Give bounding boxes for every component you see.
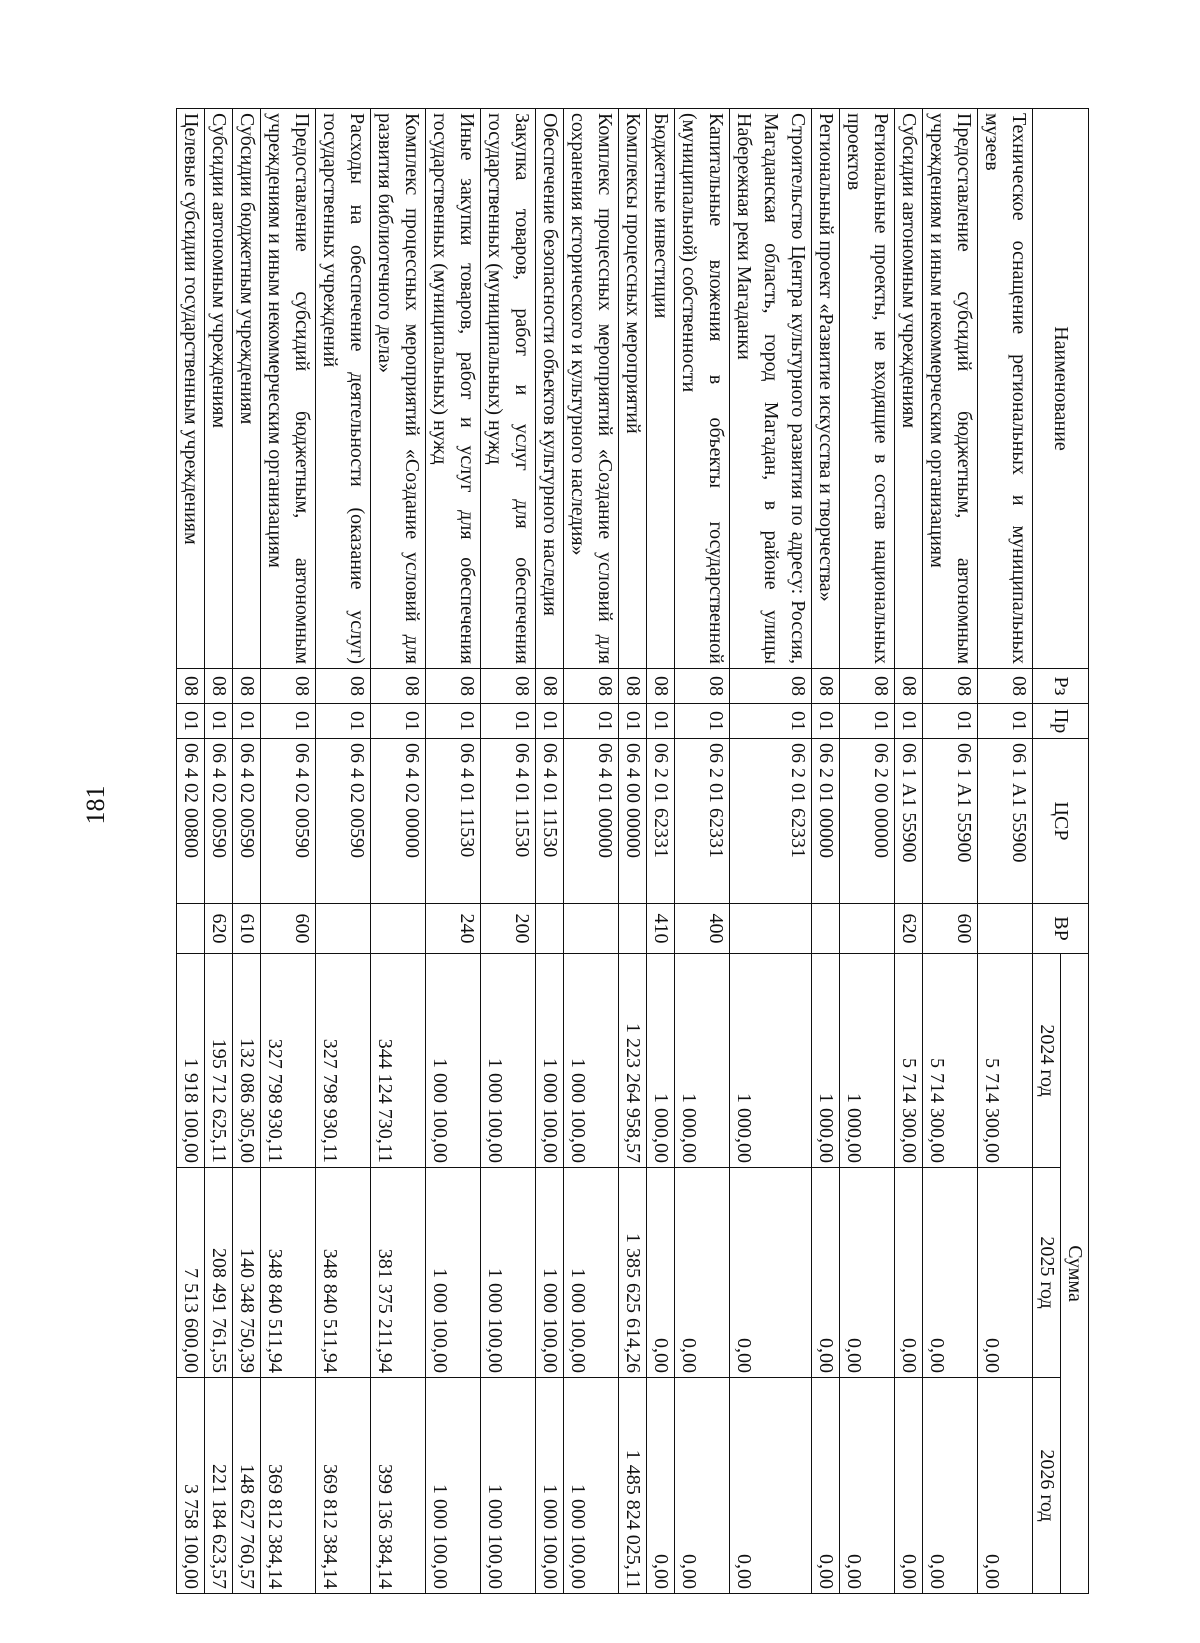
csr-cell: 06 4 02 00590: [316, 739, 371, 904]
table-row: [371, 109, 426, 1594]
csr-cell: 06 4 00 00000: [619, 739, 647, 904]
pr-cell: 01: [923, 704, 978, 739]
vr-cell: 610: [233, 904, 261, 954]
rz-cell: 08: [730, 669, 812, 704]
amount-2025-cell: 348 840 511,94: [261, 1168, 316, 1378]
csr-cell: 06 4 01 11530: [536, 739, 564, 904]
name-cell: Обеспечение безопасности объектов культурного наследия: [536, 109, 564, 669]
vr-cell: [177, 904, 205, 954]
amount-2024-cell: 1 000,00: [647, 954, 675, 1168]
csr-cell: 06 4 02 00590: [205, 739, 233, 904]
pr-cell: 01: [840, 704, 895, 739]
pr-cell: 01: [675, 704, 730, 739]
pr-cell: 01: [619, 704, 647, 739]
header-2026: 2026 год: [1033, 1378, 1061, 1594]
table-row: [895, 109, 923, 1594]
amount-2026-cell: 1 000 100,00: [481, 1378, 536, 1594]
amount-2025-cell: 348 840 511,94: [316, 1168, 371, 1378]
budget-table: [176, 108, 1089, 1594]
pr-cell: 01: [812, 704, 840, 739]
amount-2024-cell: 1 000 100,00: [536, 954, 564, 1168]
vr-cell: [564, 904, 619, 954]
amount-2026-cell: 0,00: [675, 1378, 730, 1594]
pr-cell: 01: [895, 704, 923, 739]
table-row: [233, 109, 261, 1594]
rz-cell: 08: [923, 669, 978, 704]
header-sum: Сумма: [1061, 954, 1089, 1594]
name-cell: Комплекс процессных мероприятий «Создание условий для сохранения исторического и культурного наследия»: [564, 109, 619, 669]
rz-cell: 08: [812, 669, 840, 704]
amount-2025-cell: 208 491 761,55: [205, 1168, 233, 1378]
table-row: [730, 109, 812, 1594]
header-rz: Рз: [1033, 669, 1089, 704]
amount-2025-cell: 0,00: [647, 1168, 675, 1378]
vr-cell: 600: [923, 904, 978, 954]
amount-2024-cell: 327 798 930,11: [261, 954, 316, 1168]
amount-2024-cell: 1 000,00: [675, 954, 730, 1168]
csr-cell: 06 2 01 62331: [647, 739, 675, 904]
rz-cell: 08: [840, 669, 895, 704]
amount-2024-cell: 5 714 300,00: [923, 954, 978, 1168]
pr-cell: 01: [978, 704, 1033, 739]
pr-cell: 01: [205, 704, 233, 739]
name-cell: Капитальные вложения в объекты государственной (муниципальной) собственности: [675, 109, 730, 669]
amount-2025-cell: 0,00: [978, 1168, 1033, 1378]
vr-cell: 200: [481, 904, 536, 954]
amount-2026-cell: 221 184 623,57: [205, 1378, 233, 1594]
vr-cell: [316, 904, 371, 954]
rz-cell: 08: [426, 669, 481, 704]
amount-2024-cell: 5 714 300,00: [895, 954, 923, 1168]
table-row: [316, 109, 371, 1594]
amount-2026-cell: 1 000 100,00: [564, 1378, 619, 1594]
table-row: [426, 109, 481, 1594]
name-cell: Строительство Центра культурного развития по адресу: Россия, Магаданская область, город Магадан, в районе улицы Набережная реки Магаданки: [730, 109, 812, 669]
name-cell: Комплекс процессных мероприятий «Создание условий для развития библиотечного дела»: [371, 109, 426, 669]
name-cell: Закупка товаров, работ и услуг для обеспечения государственных (муниципальных) нужд: [481, 109, 536, 669]
pr-cell: 01: [371, 704, 426, 739]
rz-cell: 08: [205, 669, 233, 704]
vr-cell: [840, 904, 895, 954]
vr-cell: 240: [426, 904, 481, 954]
rz-cell: 08: [647, 669, 675, 704]
pr-cell: 01: [426, 704, 481, 739]
vr-cell: [619, 904, 647, 954]
vr-cell: [812, 904, 840, 954]
header-2025: 2025 год: [1033, 1168, 1061, 1378]
name-cell: Комплексы процессных мероприятий: [619, 109, 647, 669]
rz-cell: 08: [261, 669, 316, 704]
csr-cell: 06 4 01 11530: [426, 739, 481, 904]
rz-cell: 08: [675, 669, 730, 704]
table-row: [840, 109, 895, 1594]
rz-cell: 08: [564, 669, 619, 704]
amount-2024-cell: 1 918 100,00: [177, 954, 205, 1168]
amount-2025-cell: 140 348 750,39: [233, 1168, 261, 1378]
table-row: [675, 109, 730, 1594]
csr-cell: 06 2 01 62331: [730, 739, 812, 904]
rz-cell: 08: [233, 669, 261, 704]
csr-cell: 06 4 01 11530: [481, 739, 536, 904]
csr-cell: 06 4 02 00000: [371, 739, 426, 904]
name-cell: Субсидии бюджетным учреждениям: [233, 109, 261, 669]
amount-2026-cell: 0,00: [895, 1378, 923, 1594]
vr-cell: 620: [205, 904, 233, 954]
pr-cell: 01: [261, 704, 316, 739]
vr-cell: 410: [647, 904, 675, 954]
header-2024: 2024 год: [1033, 954, 1061, 1168]
csr-cell: 06 2 01 00000: [812, 739, 840, 904]
table-row: [647, 109, 675, 1594]
csr-cell: 06 2 01 62331: [675, 739, 730, 904]
rz-cell: 08: [619, 669, 647, 704]
name-cell: Бюджетные инвестиции: [647, 109, 675, 669]
csr-cell: 06 4 02 00590: [261, 739, 316, 904]
rz-cell: 08: [481, 669, 536, 704]
amount-2024-cell: 1 223 264 958,57: [619, 954, 647, 1168]
pr-cell: 01: [647, 704, 675, 739]
pr-cell: 01: [564, 704, 619, 739]
amount-2025-cell: 1 000 100,00: [426, 1168, 481, 1378]
csr-cell: 06 2 00 00000: [840, 739, 895, 904]
csr-cell: 06 1 А1 55900: [978, 739, 1033, 904]
pr-cell: 01: [730, 704, 812, 739]
name-cell: Иные закупки товаров, работ и услуг для обеспечения государственных (муниципальных) нужд: [426, 109, 481, 669]
amount-2025-cell: 1 000 100,00: [564, 1168, 619, 1378]
amount-2026-cell: 0,00: [923, 1378, 978, 1594]
vr-cell: [730, 904, 812, 954]
table-row: [978, 109, 1033, 1594]
amount-2026-cell: 0,00: [840, 1378, 895, 1594]
name-cell: Региональные проекты, не входящие в состав национальных проектов: [840, 109, 895, 669]
name-cell: Предоставление субсидий бюджетным, автономным учреждениям и иным некоммерческим организациям: [923, 109, 978, 669]
csr-cell: 06 4 02 00800: [177, 739, 205, 904]
amount-2026-cell: 0,00: [647, 1378, 675, 1594]
vr-cell: 620: [895, 904, 923, 954]
pr-cell: 01: [481, 704, 536, 739]
amount-2025-cell: 0,00: [675, 1168, 730, 1378]
amount-2024-cell: 1 000,00: [812, 954, 840, 1168]
pr-cell: 01: [316, 704, 371, 739]
header-csr: ЦСР: [1033, 739, 1089, 904]
table-row: [564, 109, 619, 1594]
name-cell: Расходы на обеспечение деятельности (оказание услуг) государственных учреждений: [316, 109, 371, 669]
rz-cell: 08: [177, 669, 205, 704]
pr-cell: 01: [177, 704, 205, 739]
rz-cell: 08: [371, 669, 426, 704]
table-row: [261, 109, 316, 1594]
amount-2026-cell: 148 627 760,57: [233, 1378, 261, 1594]
rz-cell: 08: [536, 669, 564, 704]
amount-2026-cell: 3 758 100,00: [177, 1378, 205, 1594]
table-row: [923, 109, 978, 1594]
name-cell: Техническое оснащение региональных и муниципальных музеев: [978, 109, 1033, 669]
rotated-table-wrapper: [181, 108, 1089, 1593]
table-row: [177, 109, 205, 1594]
pr-cell: 01: [536, 704, 564, 739]
pr-cell: 01: [233, 704, 261, 739]
name-cell: Субсидии автономным учреждениям: [895, 109, 923, 669]
amount-2025-cell: 0,00: [923, 1168, 978, 1378]
amount-2024-cell: 327 798 930,11: [316, 954, 371, 1168]
name-cell: Целевые субсидии государственным учреждениям: [177, 109, 205, 669]
amount-2025-cell: 1 000 100,00: [481, 1168, 536, 1378]
table-row: [205, 109, 233, 1594]
amount-2025-cell: 1 000 100,00: [536, 1168, 564, 1378]
header-name: Наименование: [1033, 109, 1089, 669]
table-row: [812, 109, 840, 1594]
amount-2026-cell: 369 812 384,14: [316, 1378, 371, 1594]
header-vr: ВР: [1033, 904, 1089, 954]
amount-2024-cell: 1 000,00: [840, 954, 895, 1168]
csr-cell: 06 1 А1 55900: [895, 739, 923, 904]
table-header: [1033, 109, 1089, 1594]
rz-cell: 08: [895, 669, 923, 704]
amount-2026-cell: 399 136 384,14: [371, 1378, 426, 1594]
amount-2024-cell: 195 712 625,11: [205, 954, 233, 1168]
amount-2024-cell: 132 086 305,00: [233, 954, 261, 1168]
name-cell: Субсидии автономным учреждениям: [205, 109, 233, 669]
csr-cell: 06 4 02 00590: [233, 739, 261, 904]
table-row: [619, 109, 647, 1594]
vr-cell: [536, 904, 564, 954]
amount-2026-cell: 0,00: [812, 1378, 840, 1594]
amount-2025-cell: 0,00: [730, 1168, 812, 1378]
page-number: 181: [81, 785, 110, 825]
table-row: [481, 109, 536, 1594]
vr-cell: 600: [261, 904, 316, 954]
amount-2026-cell: 0,00: [730, 1378, 812, 1594]
vr-cell: [978, 904, 1033, 954]
vr-cell: [371, 904, 426, 954]
amount-2026-cell: 369 812 384,14: [261, 1378, 316, 1594]
amount-2024-cell: 1 000 100,00: [481, 954, 536, 1168]
vr-cell: 400: [675, 904, 730, 954]
amount-2024-cell: 1 000,00: [730, 954, 812, 1168]
csr-cell: 06 1 А1 55900: [923, 739, 978, 904]
table-body: [177, 109, 1033, 1594]
amount-2024-cell: 344 124 730,11: [371, 954, 426, 1168]
name-cell: Региональный проект «Развитие искусства и творчества»: [812, 109, 840, 669]
amount-2025-cell: 0,00: [840, 1168, 895, 1378]
amount-2025-cell: 1 385 625 614,26: [619, 1168, 647, 1378]
amount-2024-cell: 5 714 300,00: [978, 954, 1033, 1168]
table-row: [536, 109, 564, 1594]
amount-2025-cell: 0,00: [812, 1168, 840, 1378]
amount-2025-cell: 381 375 211,94: [371, 1168, 426, 1378]
amount-2024-cell: 1 000 100,00: [426, 954, 481, 1168]
name-cell: Предоставление субсидий бюджетным, автономным учреждениям и иным некоммерческим организациям: [261, 109, 316, 669]
amount-2025-cell: 7 513 600,00: [177, 1168, 205, 1378]
csr-cell: 06 4 01 00000: [564, 739, 619, 904]
amount-2025-cell: 0,00: [895, 1168, 923, 1378]
rz-cell: 08: [978, 669, 1033, 704]
rz-cell: 08: [316, 669, 371, 704]
amount-2026-cell: 1 485 824 025,11: [619, 1378, 647, 1594]
header-pr: Пр: [1033, 704, 1089, 739]
amount-2024-cell: 1 000 100,00: [564, 954, 619, 1168]
amount-2026-cell: 1 000 100,00: [426, 1378, 481, 1594]
amount-2026-cell: 0,00: [978, 1378, 1033, 1594]
amount-2026-cell: 1 000 100,00: [536, 1378, 564, 1594]
